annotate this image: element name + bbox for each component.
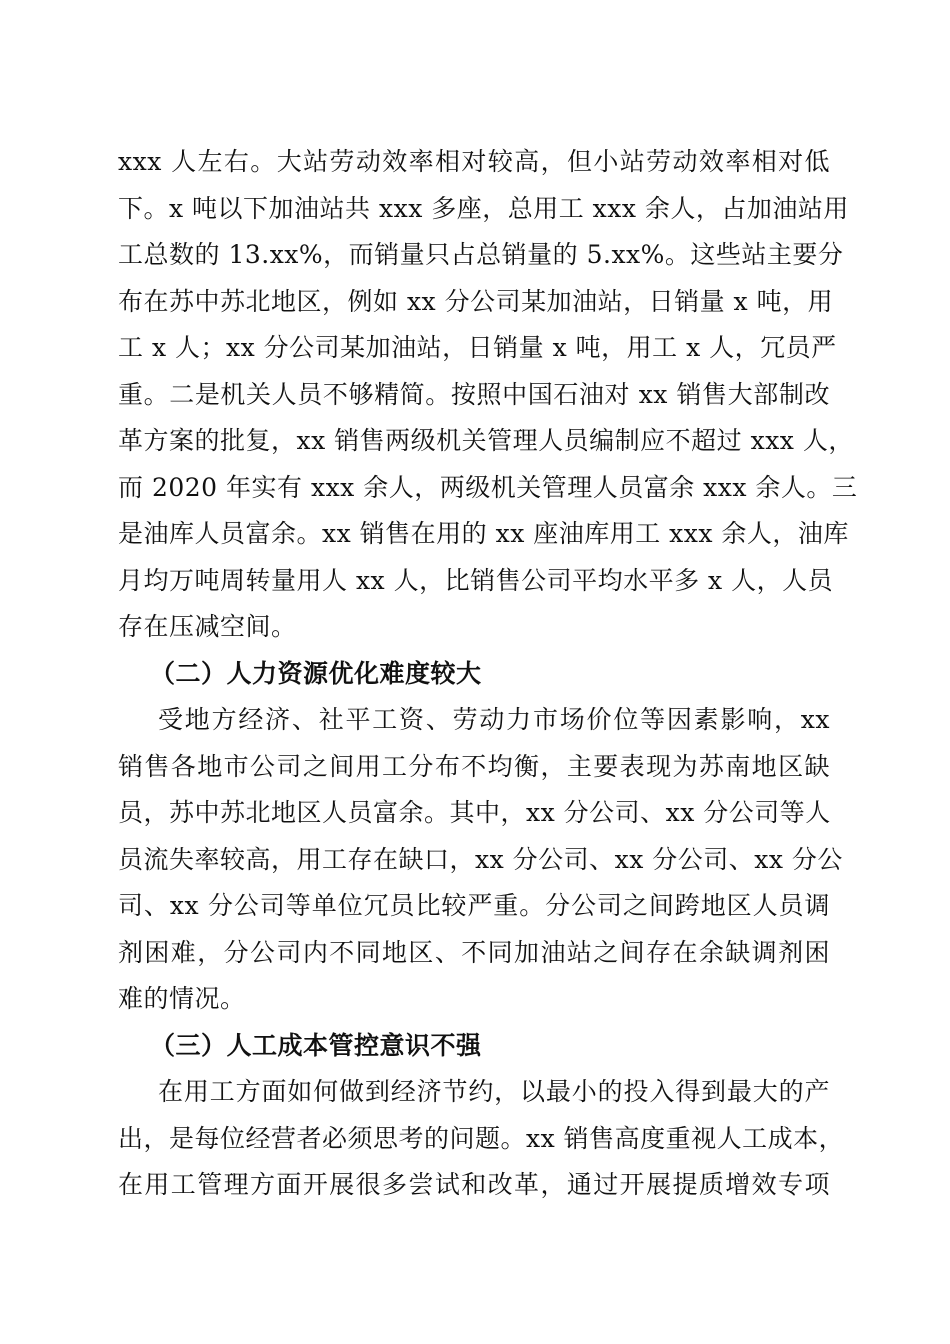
- paragraph-line: 剂困难，分公司内不同地区、不同加油站之间存在余缺调剂困: [118, 938, 830, 967]
- paragraph-line: 出，是每位经营者必须思考的问题。xx 销售高度重视人工成本，: [118, 1124, 845, 1153]
- paragraph-line: xxx 人左右。大站劳动效率相对较高，但小站劳动效率相对低: [118, 147, 830, 176]
- paragraph-line: 布在苏中苏北地区，例如 xx 分公司某加油站，日销量 x 吨，用: [118, 287, 834, 316]
- paragraph-line: 工 x 人；xx 分公司某加油站，日销量 x 吨，用工 x 人，冗员严: [118, 333, 837, 362]
- paragraph-line: 在用工方面如何做到经济节约，以最小的投入得到最大的产: [158, 1077, 830, 1106]
- paragraph-line: 难的情况。: [118, 984, 246, 1013]
- paragraph-line: 重。二是机关人员不够精简。按照中国石油对 xx 销售大部制改: [118, 380, 830, 409]
- paragraph-line: 在用工管理方面开展很多尝试和改革，通过开展提质增效专项: [118, 1170, 830, 1199]
- paragraph-line: 存在压减空间。: [118, 612, 297, 641]
- paragraph-line: 下。x 吨以下加油站共 xxx 多座，总用工 xxx 余人，占加油站用: [118, 194, 849, 223]
- paragraph-line: 月均万吨周转量用人 xx 人，比销售公司平均水平多 x 人，人员: [118, 566, 834, 595]
- paragraph-line: 受地方经济、社平工资、劳动力市场价位等因素影响，xx: [158, 705, 830, 734]
- section-heading: （二）人力资源优化难度较大: [150, 659, 482, 688]
- paragraph-line: 销售各地市公司之间用工分布不均衡，主要表现为苏南地区缺: [118, 752, 830, 781]
- paragraph-line: 是油库人员富余。xx 销售在用的 xx 座油库用工 xxx 余人，油库: [118, 519, 849, 548]
- paragraph-line: 工总数的 13.xx%，而销量只占总销量的 5.xx%。这些站主要分: [118, 240, 844, 269]
- paragraph-line: 员，苏中苏北地区人员富余。其中，xx 分公司、xx 分公司等人: [118, 798, 831, 827]
- section-heading: （三）人工成本管控意识不强: [150, 1031, 482, 1060]
- paragraph-line: 革方案的批复，xx 销售两级机关管理人员编制应不超过 xxx 人，: [118, 426, 854, 455]
- paragraph-line: 而 2020 年实有 xxx 余人，两级机关管理人员富余 xxx 余人。三: [118, 473, 858, 502]
- paragraph-line: 员流失率较高，用工存在缺口，xx 分公司、xx 分公司、xx 分公: [118, 845, 843, 874]
- paragraph-line: 司、xx 分公司等单位冗员比较严重。分公司之间跨地区人员调: [118, 891, 830, 920]
